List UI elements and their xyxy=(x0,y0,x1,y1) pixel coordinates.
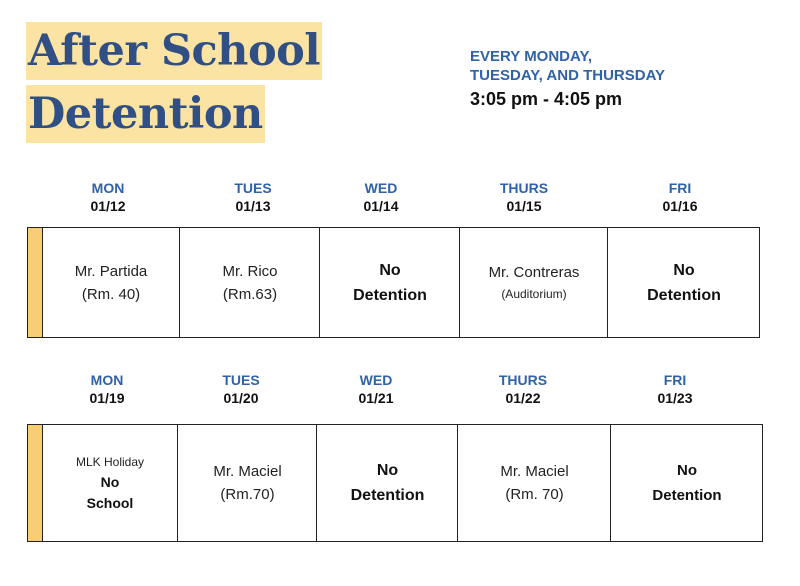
week-accent-bar xyxy=(28,425,43,541)
day-header xyxy=(48,179,168,215)
no-school-line-1: No xyxy=(100,474,120,490)
day-header xyxy=(615,371,735,407)
day-cell xyxy=(179,228,320,337)
day-date: 01/12 xyxy=(90,198,126,214)
day-date: 01/23 xyxy=(657,390,693,406)
week-row xyxy=(27,227,760,338)
day-header xyxy=(47,371,167,407)
day-name: WED xyxy=(364,180,398,196)
holiday-note: MLK Holiday xyxy=(75,455,145,469)
no-school-line-2: School xyxy=(86,495,134,511)
day-name: THURS xyxy=(498,372,548,388)
day-header xyxy=(463,371,583,407)
room-label: (Rm.63) xyxy=(222,285,278,303)
teacher-name: Mr. Rico xyxy=(222,262,278,280)
no-detention-line-1: No xyxy=(379,261,401,279)
day-name: TUES xyxy=(222,372,260,388)
day-cell xyxy=(43,228,179,337)
day-cell xyxy=(43,425,177,541)
day-name: FRI xyxy=(663,372,687,388)
day-cell xyxy=(319,228,460,337)
day-header xyxy=(464,179,584,215)
day-header xyxy=(316,371,436,407)
day-cell xyxy=(610,425,763,541)
day-header xyxy=(181,371,301,407)
no-detention-line-1: No xyxy=(673,261,695,279)
day-cell xyxy=(316,425,458,541)
teacher-name: Mr. Contreras xyxy=(488,264,580,281)
day-header xyxy=(620,179,740,215)
no-detention-line-2: Detention xyxy=(652,487,722,504)
day-date: 01/21 xyxy=(358,390,394,406)
teacher-name: Mr. Maciel xyxy=(213,463,282,480)
page-title-line-1: After School xyxy=(26,22,322,80)
teacher-name: Mr. Partida xyxy=(74,262,148,280)
day-date: 01/16 xyxy=(662,198,698,214)
day-date: 01/15 xyxy=(506,198,542,214)
day-cell xyxy=(177,425,317,541)
day-date: 01/19 xyxy=(89,390,125,406)
day-cell xyxy=(607,228,760,337)
day-header xyxy=(321,179,441,215)
day-name: WED xyxy=(359,372,393,388)
schedule-days-line-1: EVERY MONDAY, xyxy=(470,48,592,65)
day-name: FRI xyxy=(668,180,692,196)
day-name: MON xyxy=(90,372,124,388)
no-detention-line-1: No xyxy=(376,462,399,479)
day-date: 01/22 xyxy=(505,390,541,406)
room-label: (Rm.70) xyxy=(220,486,275,503)
no-detention-line-2: Detention xyxy=(350,487,425,504)
day-header xyxy=(193,179,313,215)
week-row xyxy=(27,424,763,542)
room-label: (Rm. 70) xyxy=(505,486,564,503)
schedule-days-line-2: TUESDAY, AND THURSDAY xyxy=(470,67,666,84)
schedule-info xyxy=(470,47,665,112)
room-label: (Rm. 40) xyxy=(81,285,141,303)
day-date: 01/13 xyxy=(235,198,271,214)
page-title-line-2: Detention xyxy=(26,85,265,143)
day-date: 01/14 xyxy=(363,198,399,214)
no-detention-line-2: Detention xyxy=(353,286,427,304)
day-cell xyxy=(457,425,611,541)
no-detention-line-1: No xyxy=(677,462,697,479)
day-name: MON xyxy=(91,180,125,196)
day-name: TUES xyxy=(234,180,272,196)
no-detention-line-2: Detention xyxy=(647,286,721,304)
day-cell xyxy=(459,228,608,337)
schedule-time: 3:05 pm - 4:05 pm xyxy=(470,89,623,109)
room-label: (Auditorium) xyxy=(501,287,567,301)
day-date: 01/20 xyxy=(223,390,259,406)
week-accent-bar xyxy=(28,228,43,337)
day-name: THURS xyxy=(499,180,549,196)
teacher-name: Mr. Maciel xyxy=(500,463,569,480)
